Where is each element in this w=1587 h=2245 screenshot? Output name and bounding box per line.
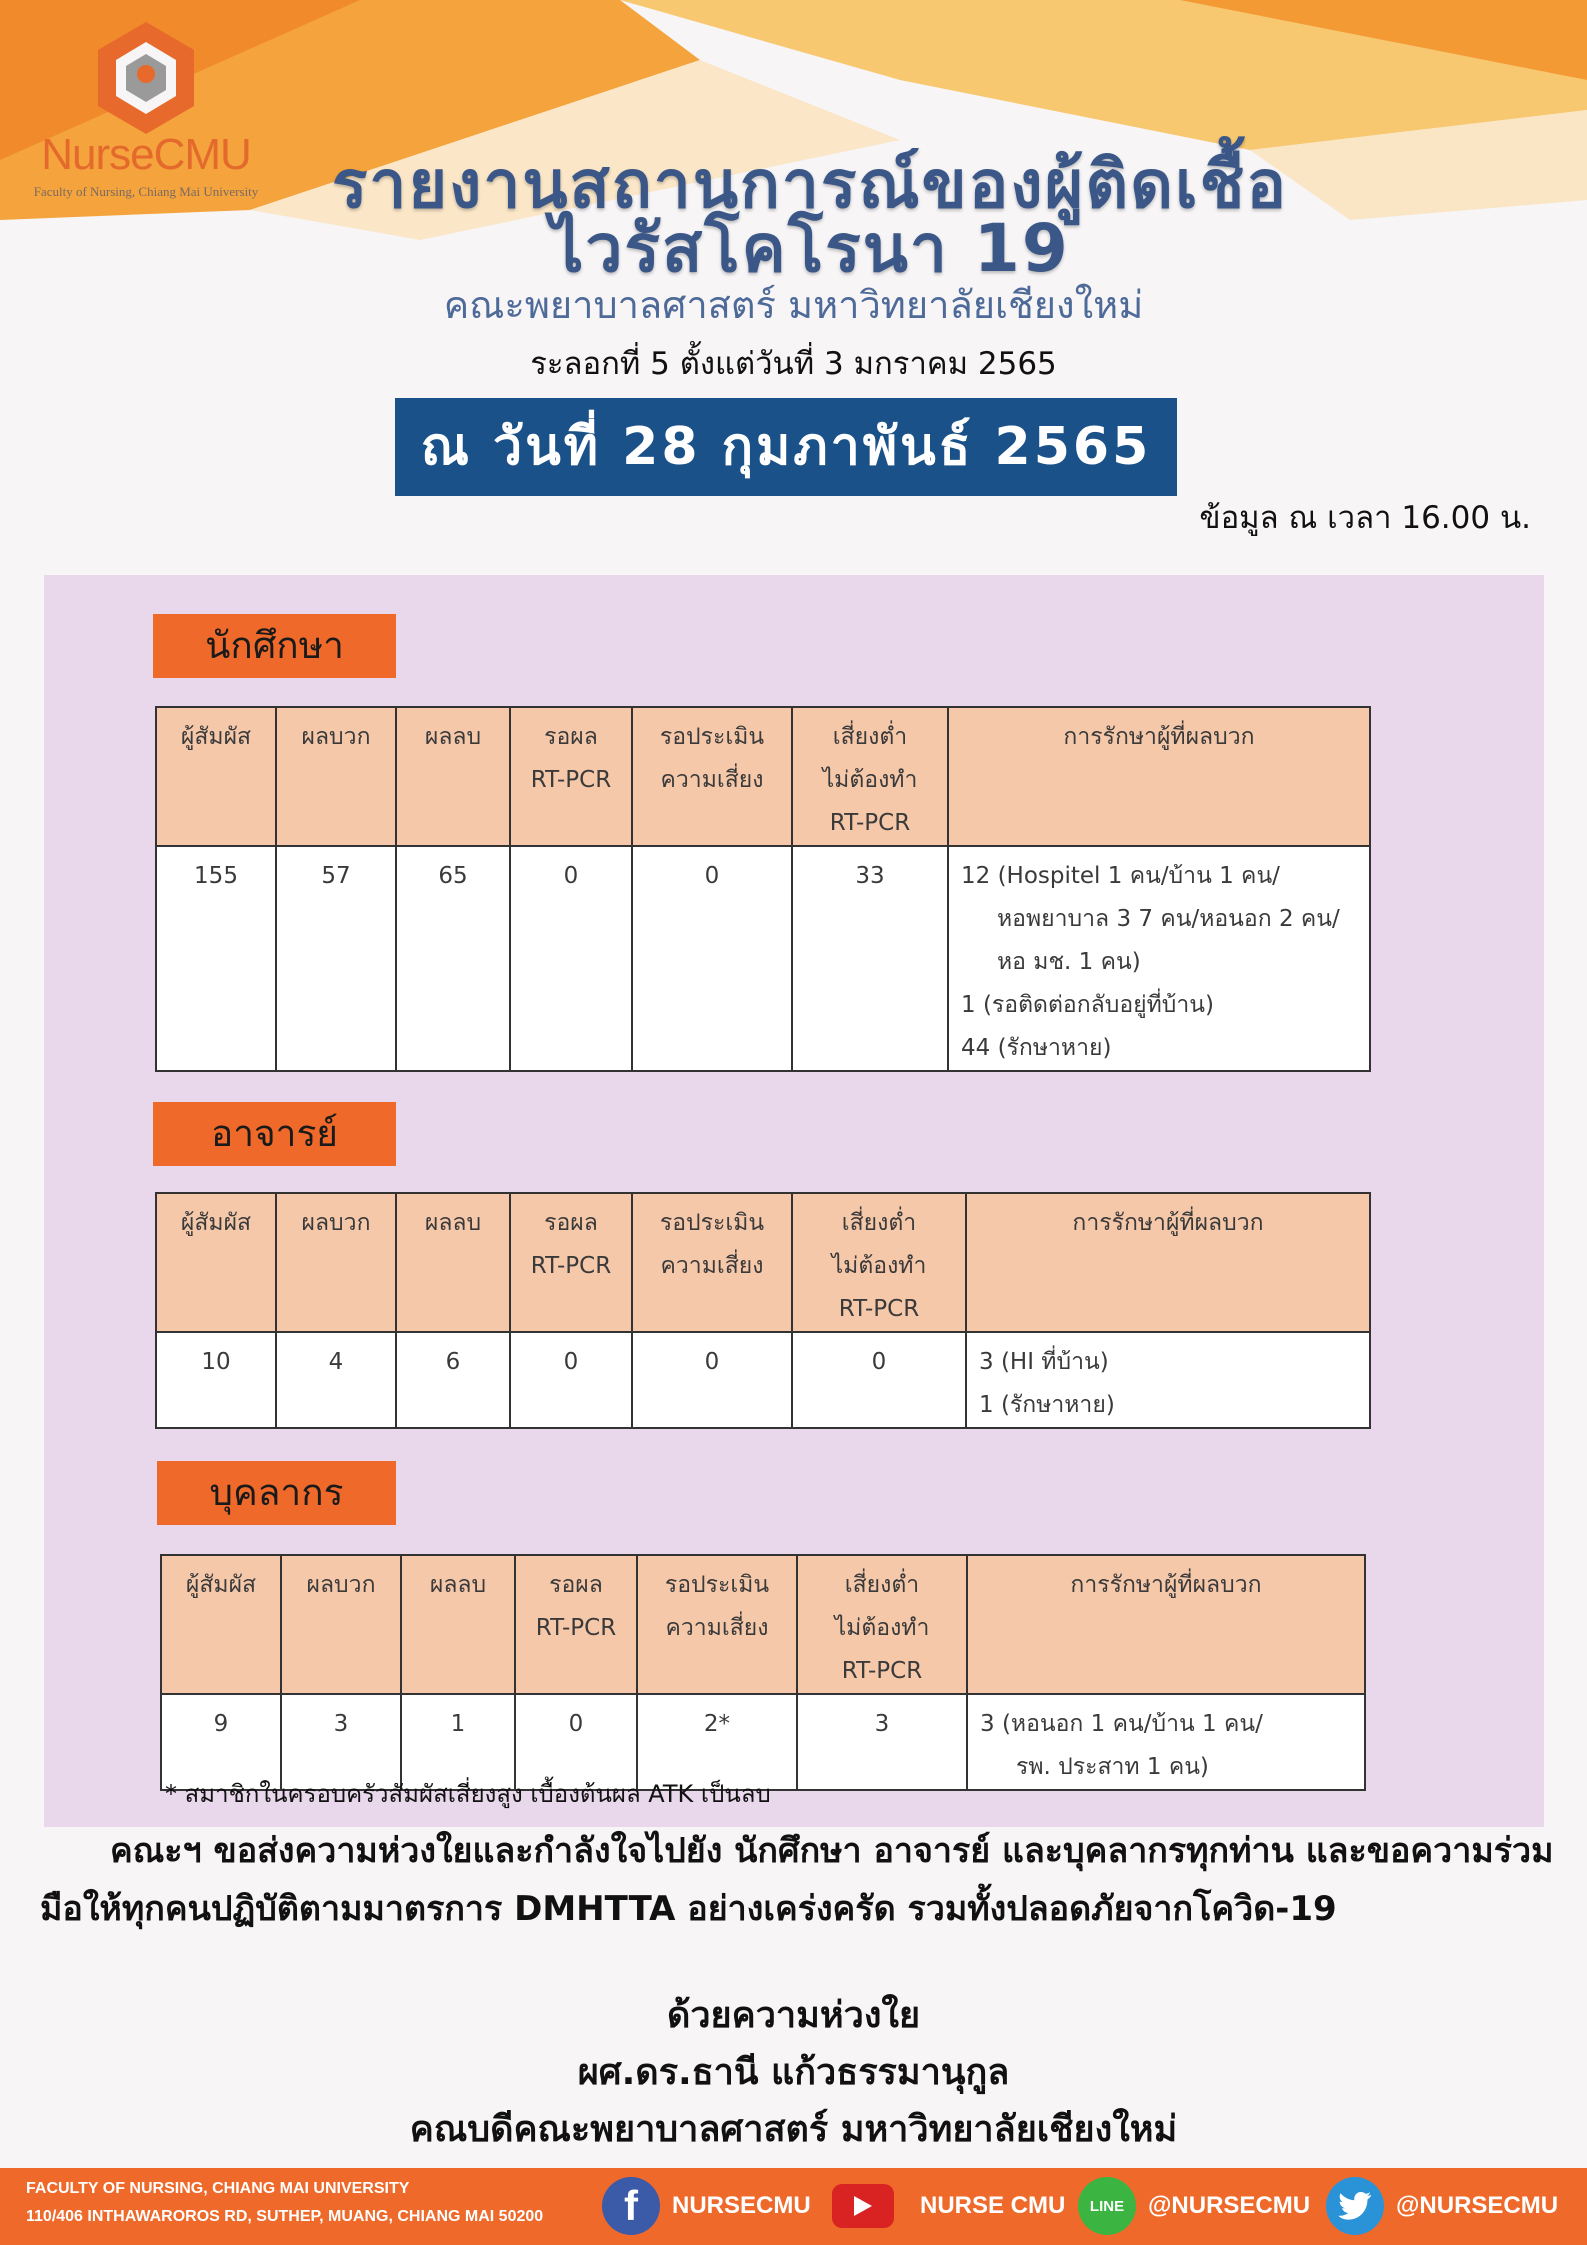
section-label-staff: บุคลากร: [157, 1461, 396, 1525]
col-header-line: รอประเมิน: [659, 1210, 765, 1236]
line-icon: LINE: [1078, 2177, 1136, 2235]
youtube-handle: NURSE CMU: [920, 2192, 1066, 2219]
col-header-line: เสี่ยงต่ำ: [832, 724, 908, 750]
col-header: [281, 1555, 401, 1694]
twitter-icon: [1326, 2177, 1384, 2235]
wave-info: ระลอกที่ 5 ตั้งแต่วันที่ 3 มกราคม 2565: [530, 346, 1057, 382]
logo-text: NurseCMU: [41, 130, 251, 179]
col-header-line: การรักษาผู้ที่ผลบวก: [1070, 1572, 1262, 1598]
staff-table: [160, 1554, 1366, 1791]
youtube-link[interactable]: [832, 2176, 1065, 2236]
teachers-table: [155, 1192, 1371, 1429]
cell-awaiting-rtpcr: 0: [510, 1332, 632, 1428]
cell-low-risk: 3: [797, 1694, 967, 1790]
col-header-line: RT-PCR: [530, 767, 612, 793]
col-header: [967, 1555, 1365, 1694]
footer-address-line2: 110/406 INTHAWAROROS RD, SUTHEP, MUANG, CHIANG MAI 50200: [26, 2208, 544, 2225]
treatment-line: รพ. ประสาท 1 คน): [1016, 1754, 1209, 1780]
cell-positive: 57: [276, 846, 396, 1071]
col-header: [515, 1555, 637, 1694]
cell-awaiting-assessment: 0: [632, 846, 792, 1071]
facebook-link[interactable]: [602, 2176, 811, 2236]
footer-address-line1: FACULTY OF NURSING, CHIANG MAI UNIVERSITY: [26, 2180, 410, 2197]
treatment-line: 1 (รักษาหาย): [979, 1392, 1115, 1418]
col-header: [510, 707, 632, 846]
col-header-line: ผู้สัมผัส: [180, 1210, 252, 1236]
col-header-line: ความเสี่ยง: [660, 767, 764, 793]
cell-contacts: 155: [156, 846, 276, 1071]
col-header-line: ผลบวก: [306, 1572, 376, 1598]
treatment-line: 3 (HI ที่บ้าน): [979, 1349, 1109, 1375]
facebook-icon: f: [602, 2177, 660, 2235]
cell-awaiting-rtpcr: 0: [515, 1694, 637, 1790]
col-header-line: รอผล: [544, 724, 598, 750]
col-header: [948, 707, 1370, 846]
cell-low-risk: 0: [792, 1332, 966, 1428]
col-header-line: ผลบวก: [301, 724, 371, 750]
col-header: [797, 1555, 967, 1694]
cell-awaiting-rtpcr: 0: [510, 846, 632, 1071]
youtube-icon: [832, 2184, 894, 2228]
col-header: [637, 1555, 797, 1694]
col-header-line: ไม่ต้องทำ: [831, 1253, 927, 1279]
table-header-row: [156, 1193, 1370, 1332]
col-header-line: เสี่ยงต่ำ: [841, 1210, 917, 1236]
section-label-students: นักศึกษา: [153, 614, 396, 678]
treatment-line: 1 (รอติดต่อกลับอยู่ที่บ้าน): [961, 992, 1214, 1018]
col-header-line: ผู้สัมผัส: [185, 1572, 257, 1598]
col-header: [276, 1193, 396, 1332]
col-header-line: RT-PCR: [535, 1615, 617, 1641]
table-header-row: [161, 1555, 1365, 1694]
col-header: [156, 1193, 276, 1332]
data-time: ข้อมูล ณ เวลา 16.00 น.: [1199, 500, 1531, 536]
col-header-line: การรักษาผู้ที่ผลบวก: [1063, 724, 1255, 750]
signature-closing: ด้วยความห่วงใย: [666, 1995, 921, 2036]
col-header: [276, 707, 396, 846]
nursecmu-logo: [26, 18, 266, 208]
cell-treatment: [948, 846, 1370, 1071]
cell-awaiting-assessment: 0: [632, 1332, 792, 1428]
col-header-line: การรักษาผู้ที่ผลบวก: [1072, 1210, 1264, 1236]
col-header-line: รอผล: [544, 1210, 598, 1236]
col-header: [161, 1555, 281, 1694]
section-label-teachers: อาจารย์: [153, 1102, 396, 1166]
table-row: [156, 1332, 1370, 1428]
logo-subtitle: Faculty of Nursing, Chiang Mai University: [33, 184, 259, 199]
col-header-line: ความเสี่ยง: [660, 1253, 764, 1279]
table-row: [156, 846, 1370, 1071]
cell-negative: 65: [396, 846, 510, 1071]
col-header-line: ผลลบ: [424, 1210, 482, 1236]
col-header-line: ไม่ต้องทำ: [834, 1615, 930, 1641]
cell-contacts: 10: [156, 1332, 276, 1428]
cell-low-risk: 33: [792, 846, 948, 1071]
col-header: [792, 707, 948, 846]
line-handle: @NURSECMU: [1148, 2192, 1311, 2219]
treatment-line: หอ มช. 1 คน): [997, 949, 1141, 975]
col-header-line: รอประเมิน: [659, 724, 765, 750]
students-table: [155, 706, 1371, 1072]
twitter-handle: @NURSECMU: [1396, 2192, 1559, 2219]
cell-treatment: [967, 1694, 1365, 1790]
col-header-line: RT-PCR: [838, 1296, 920, 1322]
cell-positive: 3: [281, 1694, 401, 1790]
col-header-line: RT-PCR: [829, 810, 911, 836]
report-date: ณ วันที่ 28 กุมภาพันธ์ 2565: [395, 398, 1177, 496]
message-text: คณะฯ ขอส่งความห่วงใยและกำลังใจไปยัง นักศึกษา อาจารย์ และบุคลากรทุกท่าน และขอความร่วมมือให้ทุกคนปฏิบัติตามมาตรการ DMHTTA อย่างเคร่งครัด รวมทั้งปลอดภัยจากโควิด-19: [40, 1831, 1554, 1929]
message-paragraph: [40, 1822, 1560, 1938]
col-header: [396, 707, 510, 846]
col-header-line: เสี่ยงต่ำ: [844, 1572, 920, 1598]
col-header: [632, 1193, 792, 1332]
cell-treatment: [966, 1332, 1370, 1428]
col-header: [510, 1193, 632, 1332]
col-header: [966, 1193, 1370, 1332]
cell-contacts: 9: [161, 1694, 281, 1790]
cell-positive: 4: [276, 1332, 396, 1428]
col-header: [632, 707, 792, 846]
col-header-line: ไม่ต้องทำ: [822, 767, 918, 793]
twitter-link[interactable]: [1326, 2176, 1558, 2236]
faculty-subtitle: คณะพยาบาลศาสตร์ มหาวิทยาลัยเชียงใหม่: [443, 283, 1144, 327]
col-header-line: ผลลบ: [424, 724, 482, 750]
signature-position: คณบดีคณะพยาบาลศาสตร์ มหาวิทยาลัยเชียงใหม่: [409, 2109, 1178, 2150]
page-title-line2: ไวรัสโคโรนา 19: [550, 210, 1070, 287]
cell-negative: 6: [396, 1332, 510, 1428]
facebook-handle: NURSECMU: [672, 2192, 811, 2219]
footnote: * สมาชิกในครอบครัวสัมผัสเสี่ยงสูง เบื้องต้นผล ATK เป็นลบ: [165, 1780, 771, 1808]
col-header-line: รอประเมิน: [664, 1572, 770, 1598]
col-header: [156, 707, 276, 846]
col-header-line: ความเสี่ยง: [665, 1615, 769, 1641]
footer-bar: [0, 2168, 1587, 2245]
treatment-line: 44 (รักษาหาย): [961, 1035, 1112, 1061]
cell-awaiting-assessment: 2*: [637, 1694, 797, 1790]
col-header-line: RT-PCR: [841, 1658, 923, 1684]
col-header-line: รอผล: [549, 1572, 603, 1598]
col-header-line: ผลบวก: [301, 1210, 371, 1236]
col-header: [396, 1193, 510, 1332]
col-header: [401, 1555, 515, 1694]
hexagon-logo-icon: [86, 18, 206, 138]
table-header-row: [156, 707, 1370, 846]
line-link[interactable]: [1078, 2176, 1310, 2236]
treatment-line: 3 (หอนอก 1 คน/บ้าน 1 คน/: [980, 1711, 1263, 1737]
col-header: [792, 1193, 966, 1332]
page-title-line1: รายงานสถานการณ์ของผู้ติดเชื้อ: [331, 146, 1289, 223]
signature-name: ผศ.ดร.ธานี แก้วธรรมานุกูล: [577, 2052, 1010, 2093]
col-header-line: ผู้สัมผัส: [180, 724, 252, 750]
treatment-line: หอพยาบาล 3 7 คน/หอนอก 2 คน/: [997, 906, 1340, 932]
treatment-line: 12 (Hospitel 1 คน/บ้าน 1 คน/: [961, 863, 1280, 889]
col-header-line: RT-PCR: [530, 1253, 612, 1279]
col-header-line: ผลลบ: [429, 1572, 487, 1598]
cell-negative: 1: [401, 1694, 515, 1790]
